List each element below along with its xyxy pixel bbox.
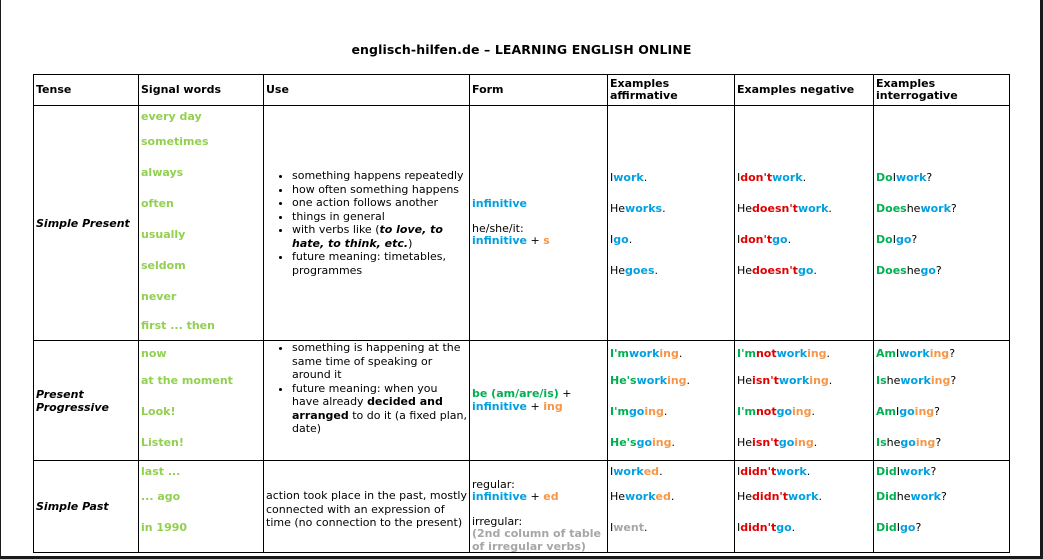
examples-interrogative-cell	[874, 461, 1010, 553]
tense-simple-present: Simple Present	[34, 106, 139, 341]
example: I go .	[610, 233, 633, 246]
example: I don't work .	[737, 171, 807, 184]
header-tense: Tense	[34, 75, 139, 106]
use-list	[266, 341, 467, 436]
example: I'm work ing .	[610, 346, 683, 360]
form-line: infinitive + ing	[472, 399, 563, 413]
examples-negative-cell	[735, 106, 874, 341]
form-line: he/she/it:	[472, 221, 524, 235]
tenses-table	[33, 74, 1010, 553]
example: He work ed .	[610, 490, 675, 503]
example: Do I work ?	[876, 171, 933, 184]
use-item: • one action follows another	[292, 196, 467, 210]
example: I don't go .	[737, 233, 792, 246]
use-item: • how often something happens	[292, 183, 467, 197]
use-cell	[264, 341, 470, 461]
header-examples-negative: Examples negative	[735, 75, 874, 106]
signal-word: last ...	[141, 464, 181, 478]
examples-interrogative-cell	[874, 106, 1010, 341]
tense-simple-past: Simple Past	[34, 461, 139, 553]
signal-word: never	[141, 290, 177, 303]
page-border-left	[0, 0, 1, 559]
signal-words-cell	[139, 106, 264, 341]
examples-negative-cell	[735, 341, 874, 461]
table-header-row	[34, 75, 1010, 106]
example: He's work ing .	[610, 374, 691, 387]
examples-negative-cell	[735, 461, 874, 553]
header-form: Form	[470, 75, 608, 106]
use-item: • something happens repeatedly	[292, 169, 467, 183]
example: Did I go ?	[876, 521, 922, 534]
example: He doesn't work .	[737, 202, 832, 215]
form-line: infinitive	[472, 197, 528, 211]
table-row	[34, 106, 1010, 341]
form-line: regular:	[472, 477, 515, 491]
example: He goes .	[610, 264, 658, 277]
examples-affirmative-cell	[608, 341, 735, 461]
form-line: infinitive + ed	[472, 490, 559, 503]
example: Is he work ing ?	[876, 374, 957, 387]
signal-word: sometimes	[141, 135, 209, 148]
header-use: Use	[264, 75, 470, 106]
signal-words-cell	[139, 461, 264, 553]
example: I'm not go ing .	[737, 405, 816, 418]
signal-word: first ... then	[141, 319, 215, 332]
signal-word: now	[141, 346, 167, 360]
document-title: englisch-hilfen.de – LEARNING ENGLISH ONLINE	[351, 42, 692, 57]
form-line: infinitive + s	[472, 234, 550, 248]
example: Did he work ?	[876, 490, 947, 503]
signal-word: in 1990	[141, 521, 188, 534]
form-line: be (am/are/is) +	[472, 387, 572, 400]
signal-word: every day	[141, 109, 202, 123]
form-cell	[470, 341, 608, 461]
example: He isn't go ing .	[737, 436, 818, 449]
signal-word: always	[141, 166, 184, 179]
table-row	[34, 461, 1010, 553]
examples-affirmative-cell	[608, 461, 735, 553]
signal-word: Listen!	[141, 436, 184, 449]
use-text: action took place in the past, mostly connected with an expression of time (no connection to the present)	[266, 489, 467, 529]
example: Do I go ?	[876, 233, 918, 246]
example: I didn't work .	[737, 464, 811, 478]
use-item: • future meaning: when you have already decided and arranged to do it (a fixed plan, date)	[292, 382, 467, 436]
signal-word: often	[141, 197, 174, 210]
use-item: • with verbs like (to love, to hate, to think, etc.)	[292, 223, 467, 250]
signal-word: seldom	[141, 259, 186, 272]
use-item: • things in general	[292, 210, 467, 224]
example: Am I go ing ?	[876, 405, 940, 418]
table-row	[34, 341, 1010, 461]
example: Is he go ing ?	[876, 436, 942, 449]
form-line: irregular:	[472, 514, 523, 528]
form-cell	[470, 106, 608, 341]
form-cell	[470, 461, 608, 553]
example: I went .	[610, 521, 648, 534]
example: I'm go ing .	[610, 405, 668, 418]
header-signal-words: Signal words	[139, 75, 264, 106]
examples-affirmative-cell	[608, 106, 735, 341]
example: I didn't go .	[737, 521, 796, 534]
use-list	[266, 169, 467, 277]
header-examples-interrogative: Examples interrogative	[874, 75, 1010, 106]
example: Am I work ing ?	[876, 346, 956, 360]
example: I'm not work ing .	[737, 346, 831, 360]
example: Did I work ?	[876, 464, 937, 478]
examples-interrogative-cell	[874, 341, 1010, 461]
example: He works .	[610, 202, 666, 215]
example: He's go ing .	[610, 436, 676, 449]
signal-word: at the moment	[141, 374, 233, 387]
signal-words-cell	[139, 341, 264, 461]
use-item: • something is happening at the same time of speaking or around it	[292, 341, 467, 382]
signal-word: Look!	[141, 405, 176, 418]
signal-word: ... ago	[141, 490, 181, 503]
example: I work .	[610, 171, 648, 184]
use-item: • future meaning: timetables, programmes	[292, 250, 467, 277]
example: He isn't work ing .	[737, 374, 833, 387]
form-line: (2nd column of table of irregular verbs)	[472, 528, 601, 552]
use-cell	[264, 461, 470, 553]
example: He doesn't go .	[737, 264, 817, 277]
example: I work ed .	[610, 464, 663, 478]
signal-word: usually	[141, 228, 186, 241]
example: Does he go ?	[876, 264, 942, 277]
tense-present-progressive: Present Progressive	[34, 341, 139, 461]
example: Does he work ?	[876, 202, 957, 215]
use-cell	[264, 106, 470, 341]
example: He didn't work .	[737, 490, 822, 503]
header-examples-affirmative: Examples affirmative	[608, 75, 735, 106]
